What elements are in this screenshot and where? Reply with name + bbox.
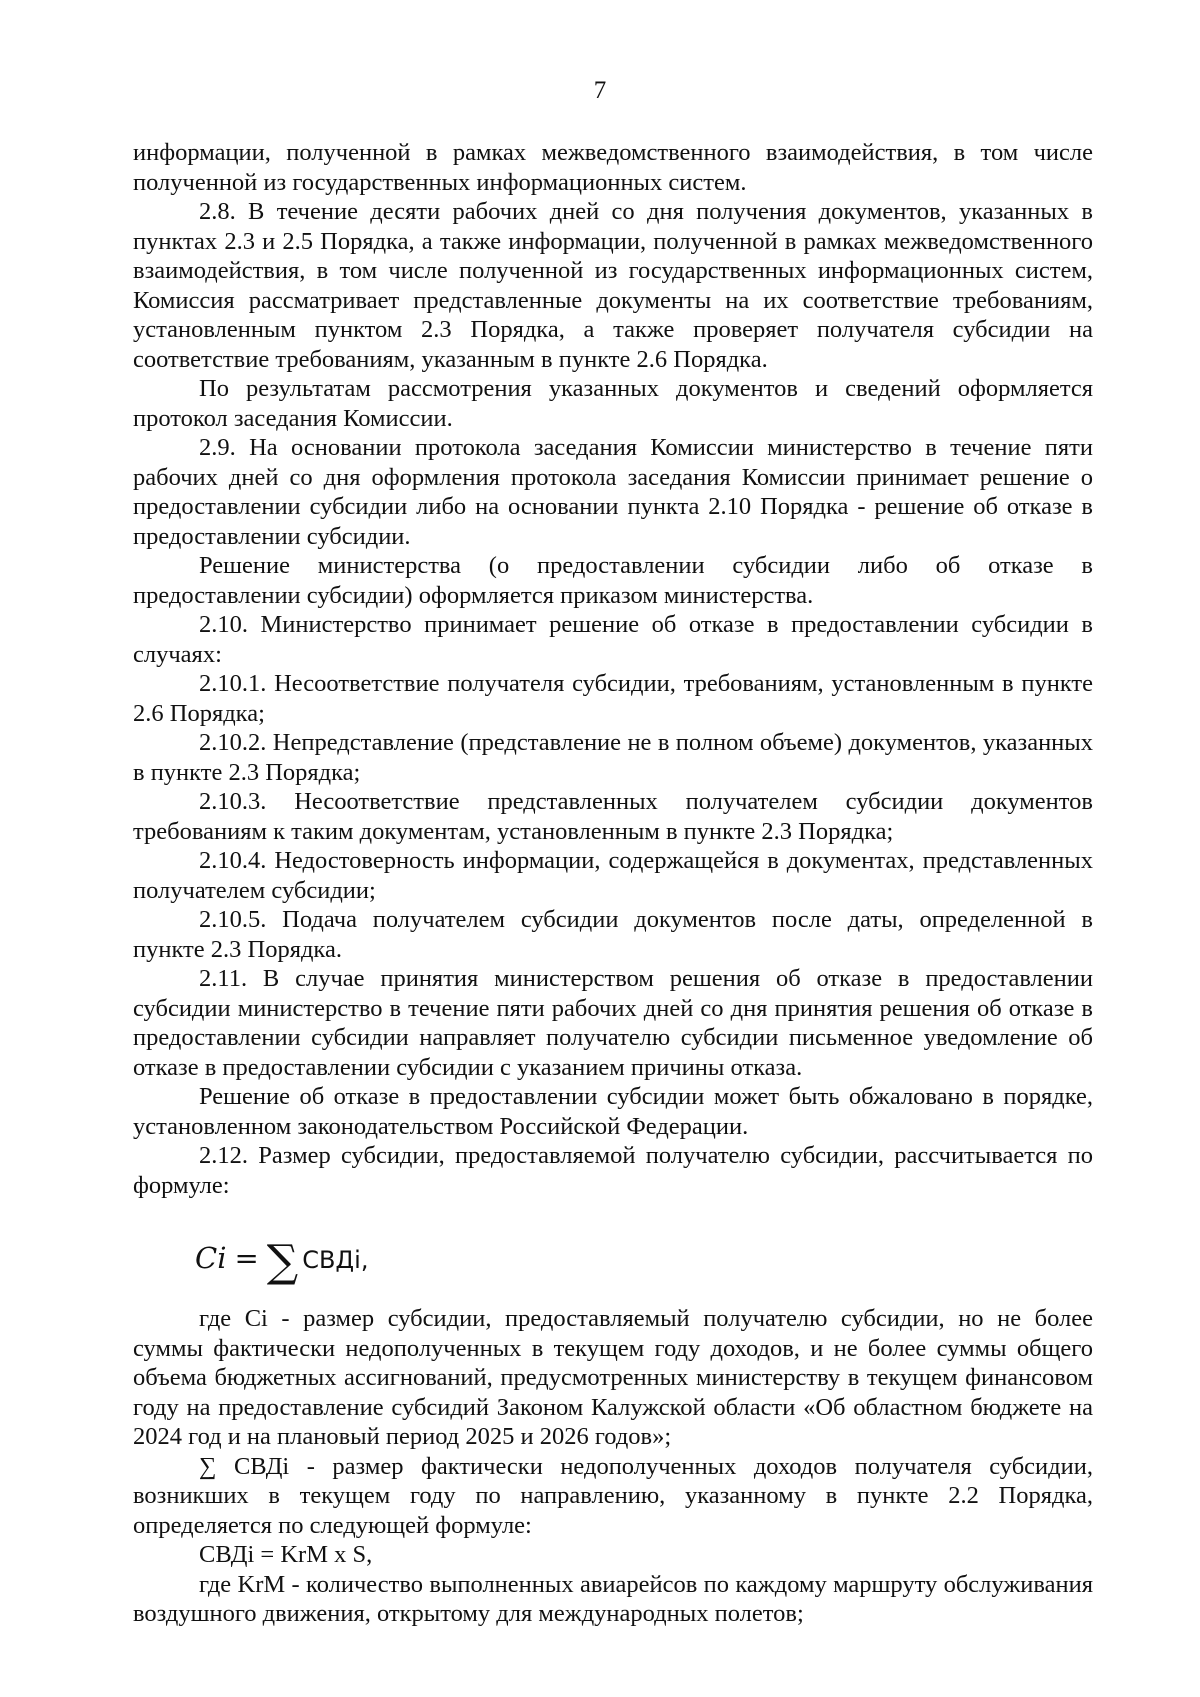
- page-number: 7: [593, 77, 607, 104]
- paragraph: 2.10.2. Непредставление (представление не в полном объеме) документов, указанных в пункте 2.3 Порядка;: [133, 729, 1093, 786]
- formula-block: [133, 1228, 1093, 1304]
- formula: [195, 1236, 369, 1287]
- paragraph: 2.10.1. Несоответствие получателя субсидии, требованиям, установленным в пункте 2.6 Порядка;: [133, 670, 1093, 727]
- paragraph: где KrM - количество выполненных авиарейсов по каждому маршруту обслуживания воздушного движения, открытому для международных полетов;: [133, 1570, 1093, 1627]
- paragraph: ∑ СВДi - размер фактически недополученных доходов получателя субсидии, возникших в текущем году по направлению, указанному в пункте 2.2 Порядка, определяется по следующей формуле:: [133, 1452, 1093, 1539]
- paragraph: 2.9. На основании протокола заседания Комиссии министерство в течение пяти рабочих дней со дня оформления протокола заседания Комиссии принимает решение о предоставлении субсидии либо на основании пункта 2.10 Порядка - решение об отказе в предоставлении субсидии.: [133, 434, 1093, 550]
- paragraph: где Ci - размер субсидии, предоставляемый получателю субсидии, но не более суммы фактически недополученных в текущем году доходов, и не более суммы общего объема бюджетных ассигнований, предусмотренных министерству в текущем финансовом году на предоставление субсидий Законом Калужской области «Об областном бюджете на 2024 год и на плановый период 2025 и 2026 годов»;: [133, 1305, 1093, 1450]
- paragraph: СВДi = KrM x S,: [199, 1541, 373, 1568]
- paragraph: По результатам рассмотрения указанных документов и сведений оформляется протокол заседания Комиссии.: [133, 375, 1093, 432]
- paragraph: информации, полученной в рамках межведомственного взаимодействия, в том числе полученной из государственных информационных систем.: [133, 139, 1093, 196]
- paragraph: 2.10.5. Подача получателем субсидии документов после даты, определенной в пункте 2.3 Порядка.: [133, 906, 1093, 963]
- sum-symbol: ∑: [266, 1236, 299, 1287]
- paragraph: 2.12. Размер субсидии, предоставляемой получателю субсидии, рассчитывается по формуле:: [133, 1142, 1093, 1199]
- paragraph: 2.10.3. Несоответствие представленных получателем субсидии документов требованиям к таким документам, установленным в пункте 2.3 Порядка;: [133, 788, 1093, 845]
- paragraph: 2.8. В течение десяти рабочих дней со дня получения документов, указанных в пунктах 2.3 и 2.5 Порядка, а также информации, полученной в рамках межведомственного взаимодействия, в том числе полученной из государственных информационных систем, Комиссия рассматривает представленные документы на их соответствие требованиям, установленным пунктом 2.3 Порядка, а также проверяет получателя субсидии на соответствие требованиям, указанным в пункте 2.6 Порядка.: [133, 198, 1093, 373]
- paragraph: 2.10. Министерство принимает решение об отказе в предоставлении субсидии в случаях:: [133, 611, 1093, 668]
- formula-rhs: СВДi,: [302, 1246, 369, 1274]
- formula-lhs: Ci: [195, 1241, 227, 1275]
- document-body: [133, 138, 1093, 1629]
- paragraph: Решение об отказе в предоставлении субсидии может быть обжаловано в порядке, установленном законодательством Российской Федерации.: [133, 1083, 1093, 1140]
- paragraph: 2.10.4. Недостоверность информации, содержащейся в документах, представленных получателем субсидии;: [133, 847, 1093, 904]
- paragraph: Решение министерства (о предоставлении субсидии либо об отказе в предоставлении субсидии) оформляется приказом министерства.: [133, 552, 1093, 609]
- paragraph: 2.11. В случае принятия министерством решения об отказе в предоставлении субсидии министерство в течение пяти рабочих дней со дня принятия решения об отказе в предоставлении субсидии направляет получателю субсидии письменное уведомление об отказе в предоставлении субсидии с указанием причины отказа.: [133, 965, 1093, 1081]
- formula-equals: =: [234, 1241, 259, 1275]
